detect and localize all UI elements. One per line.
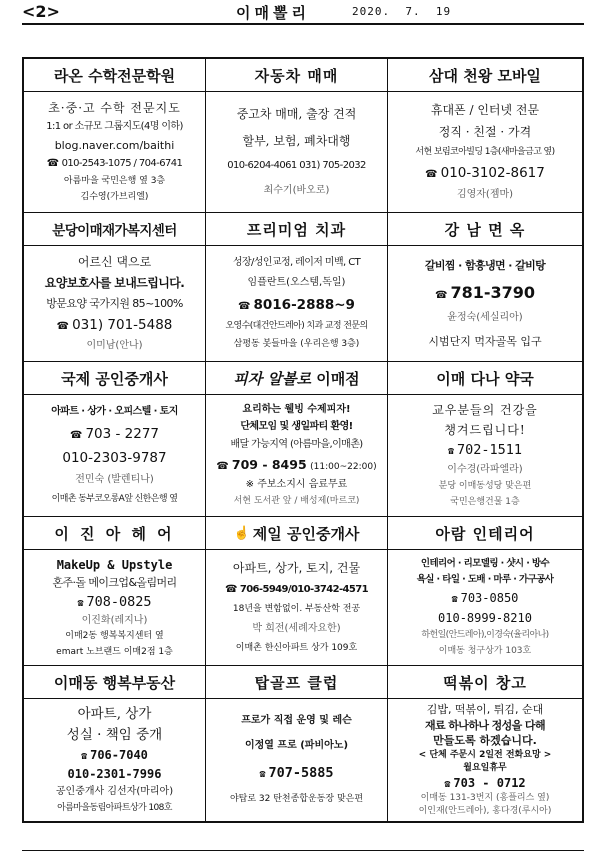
ad-phone: ☎ 010-2543-1075 / 704-6741 [46, 157, 183, 169]
ad-address: 이매동 청구상가 103호 [438, 646, 532, 657]
ad-text: 중고차 매매, 출장 견적 [236, 107, 357, 122]
ad-owner: 전민숙 (발렌티나) [75, 474, 154, 486]
ad-title: 국제 공인중개사 [24, 362, 205, 395]
ad-notice: < 단체 주문시 2일전 전화요망 > [418, 749, 552, 760]
ad-owner: 최수기(바오로) [263, 184, 330, 196]
ad-title: 아람 인테리어 [388, 517, 582, 550]
ad-title: 이매 다나 약국 [388, 362, 582, 395]
ad-phone: ☎ 703-0850 [451, 590, 519, 605]
ad-owner: 김영자(젬마) [456, 189, 514, 201]
ad-text: 요리하는 웰빙 수제피자! [242, 403, 351, 415]
phone-icon: ☎ [69, 429, 83, 441]
ad-owner: 김수영(가브리엘) [80, 192, 149, 203]
ad-text: 아파트, 상가 [77, 706, 152, 723]
phone-icon: ☎ [434, 289, 448, 301]
ad-samdae-mobile [388, 59, 582, 213]
ad-address: 서현 도서관 앞 / 배성제(마르코) [233, 496, 360, 507]
ad-address: 이매촌 한신아파트 상가 109호 [235, 642, 358, 653]
newsletter-title: 이매뽈리 [236, 4, 310, 22]
ad-title: 떡볶이 창고 [388, 666, 582, 699]
ad-text: 갈비찜 · 함흥냉면 · 갈비탕 [424, 259, 546, 273]
phone-icon: ☎ [56, 320, 70, 332]
ad-text: 1:1 or 소규모 그룹지도(4명 이하) [46, 121, 183, 133]
ad-closed-day: 월요일휴무 [463, 762, 507, 773]
ad-phone: ☎ 707-5885 [259, 765, 334, 781]
ad-text: 요양보호사를 보내드립니다. [44, 276, 185, 291]
ad-jeil-realty [206, 517, 388, 666]
ad-text: 정직 · 친절 · 가격 [438, 124, 532, 139]
ad-pizza-alvolo [206, 362, 388, 517]
ad-address: 분당 이매동성당 맞은편 [438, 480, 532, 491]
ad-text: 임플란트(오스템,독일) [247, 276, 346, 288]
ad-address: 국민은행건물 1층 [450, 496, 520, 507]
header-rule [22, 23, 584, 25]
ad-text: 배달 가능지역 (아름마을,이매촌) [230, 439, 363, 451]
ad-owner: 윤정숙(세실리아) [447, 312, 523, 324]
ad-phone: ☎ 708-0825 [77, 594, 152, 611]
ad-phone: ☎ 8016-2888~9 [238, 296, 355, 313]
ad-title: 이 진 아 헤 어 [24, 517, 205, 550]
ad-phone: 010-6204-4061 031) 705-2032 [227, 160, 366, 172]
ad-address: 삼평동 봇들마을 (우리은행 3층) [233, 339, 360, 350]
ad-address: emart 노브랜드 이매2점 1층 [56, 646, 173, 657]
phone-icon: ☎ [216, 460, 229, 472]
ad-phone: ☎ 702-1511 [447, 442, 523, 459]
ad-title: ☝ 제일 공인중개사 [206, 517, 387, 550]
ad-text: 성실 · 책임 중개 [66, 727, 163, 744]
ad-owner: 이정열 프로 (파비아노) [244, 740, 349, 751]
ad-url: blog.naver.com/baithi [54, 138, 175, 152]
ad-address: 야탑로 32 탄천종합운동장 맞은편 [229, 794, 364, 805]
ad-phone: ☎ 781-3790 [434, 282, 536, 302]
ad-address: 시범단지 먹자골목 입구 [428, 334, 542, 348]
ad-phone: ☎ 703 - 0712 [444, 775, 526, 790]
ad-text: 프로가 직접 운영 및 레슨 [241, 715, 352, 726]
page-header [22, 2, 584, 22]
ad-text: 할부, 보험, 폐차대행 [242, 133, 351, 148]
phone-icon: ☎ [81, 750, 88, 762]
ad-text: 성장/성인교정, 레이저 미백, CT [232, 256, 361, 268]
ad-title: 강 남 면 옥 [388, 213, 582, 246]
ad-title: 자동차 매매 [206, 59, 387, 92]
ad-address: 이매2동 행복복지센터 옆 [65, 631, 164, 642]
ad-address: 이매동 131-3번지 (홍플리스 옆) [420, 792, 550, 803]
ad-address: 아름마을동림아파트상가 108호 [57, 802, 172, 813]
page-number: <2> [22, 2, 60, 21]
ad-haengbok-realty [24, 666, 206, 821]
ad-text: 만들도록 하겠습니다. [433, 734, 537, 748]
ad-text: 방문요양 국가지원 85~100% [46, 297, 183, 311]
phone-icon: ☎ [447, 446, 454, 458]
ad-top-golf-club [206, 666, 388, 821]
ad-owner: 오영수(대건안드레아) 치과 교정 전문의 [225, 320, 368, 331]
ad-title: 분당이매재가복지센터 [24, 213, 205, 246]
ad-text: ※ 주보소지시 음료무료 [245, 478, 348, 490]
ad-gangnam-myeonok [388, 213, 582, 362]
phone-icon: ☎ [77, 598, 84, 610]
ad-owner: 박 희전(세례자요한) [252, 622, 341, 634]
ad-text: MakeUp & Upstyle [56, 557, 173, 572]
ad-text: 김밥, 떡볶이, 튀김, 순대 [426, 703, 544, 717]
ad-text: 욕실 · 타일 · 도배 · 마루 · 가구공사 [416, 574, 554, 586]
ad-text: 어르신 댁으로 [77, 255, 152, 270]
ad-text: 챙겨드립니다! [444, 422, 526, 437]
ad-mobile: 010-2301-7996 [67, 767, 162, 782]
ad-text: 인테리어 · 리모델링 · 샷시 · 방수 [420, 558, 550, 570]
ad-ijina-hair [24, 517, 206, 666]
phone-icon: ☎ [259, 769, 266, 780]
ad-used-car [206, 59, 388, 213]
ad-text: 단체모임 및 생일파티 환영! [240, 421, 353, 433]
ad-text: 초·중·고 수학 전문지도 [48, 100, 181, 115]
footer-rule [22, 850, 584, 851]
ad-directory-grid [22, 57, 584, 823]
ad-title: 이매동 행복부동산 [24, 666, 205, 699]
ad-owner: 이미남(안나) [86, 339, 143, 351]
ad-phone: ☎ 703 - 2277 [69, 425, 160, 442]
phone-icon: ☎ [46, 157, 59, 169]
phone-icon: ☎ [238, 300, 251, 312]
ad-address: 서현 보림코아빌딩 1층(새마을금고 옆) [415, 146, 555, 157]
ad-phone: ☎ 010-3102-8617 [425, 165, 545, 182]
ad-phone: ☎ 031) 701-5488 [56, 316, 173, 333]
issue-date: 2020. 7. 19 [352, 5, 452, 18]
ad-phone: ☎ 706-5949/010-3742-4571 [224, 583, 368, 595]
ad-aram-interior [388, 517, 582, 666]
phone-icon: ☎ [425, 169, 438, 181]
ad-dana-pharmacy [388, 362, 582, 517]
ad-mobile: 010-8999-8210 [438, 610, 532, 625]
ad-raon-math [24, 59, 206, 213]
ad-premium-dental [206, 213, 388, 362]
ad-owner: 이인재(안드레아), 홍다경(루시아) [418, 806, 552, 817]
ad-title: 삼대 천왕 모바일 [388, 59, 582, 92]
ad-imae-welfare-center [24, 213, 206, 362]
ad-mobile: 010-2303-9787 [62, 450, 167, 467]
ad-phone: ☎ 706-7040 [81, 747, 148, 762]
ad-title: 프리미엄 치과 [206, 213, 387, 246]
ad-title: 피자 알볼로 이매점 [206, 362, 387, 395]
ad-title: 라온 수학전문학원 [24, 59, 205, 92]
ad-phone: ☎ 709 - 8495 (11:00~22:00) [216, 456, 377, 472]
ad-owner: 이진화(레지나) [81, 614, 148, 626]
ad-owner: 공인중개사 김선자(마리아) [55, 786, 174, 798]
phone-icon: ☎ [444, 778, 451, 790]
ad-text: 아파트 · 상가 · 오피스텔 · 토지 [51, 405, 178, 417]
ad-gukje-realty [24, 362, 206, 517]
ad-owner: 이수경(라파엘라) [447, 463, 523, 475]
ad-text: 아름마을 국민은행 옆 3층 [63, 175, 166, 186]
ad-text: 휴대폰 / 인터넷 전문 [430, 102, 540, 117]
ad-text: 재료 하나하나 정성을 다해 [425, 718, 545, 732]
ad-title: 탑골프 클럽 [206, 666, 387, 699]
ad-text: 18년을 변함없이. 부동산학 전공 [232, 603, 361, 614]
phone-icon: ☎ [451, 593, 458, 605]
ad-text: 교우분들의 건강을 [432, 403, 538, 418]
ad-owner: 하헌일(안드레아),이경숙(율리아나) [421, 630, 549, 641]
ad-address: 이매촌 동부코오롱A앞 신한은행 옆 [51, 494, 178, 505]
phone-icon: ☎ [224, 583, 237, 595]
ad-text: 혼주·돌 메이크업&올림머리 [52, 576, 177, 590]
ad-tteokbokki-changgo [388, 666, 582, 821]
ad-text: 아파트, 상가, 토지, 건물 [232, 561, 361, 576]
hand-pointer-icon: ☝ [233, 525, 250, 541]
